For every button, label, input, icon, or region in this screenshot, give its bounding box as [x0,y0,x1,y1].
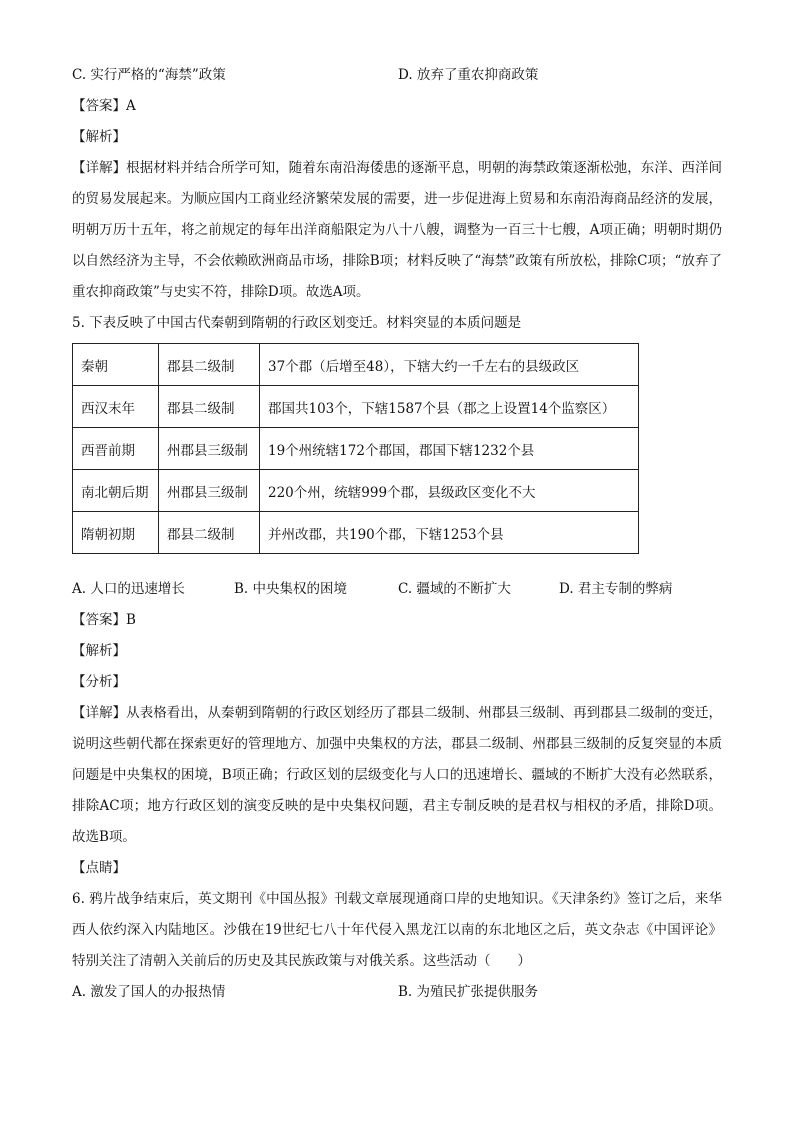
q5-table [72,343,639,554]
table-cell-dynasty: 秦朝 [73,344,159,386]
q4-detail: 【详解】根据材料并结合所学可知，随着东南沿海倭患的逐渐平息，明朝的海禁政策逐渐松弛，东洋、西洋间的贸易发展起来。为顺应国内工商业经济繁荣发展的需要，进一步促进海上贸易和东南沿海商品经济的发展，明朝万历十五年，将之前规定的每年出洋商船限定为八十八艘，调整为一百三十七艘，A项正确；明朝时期仍以自然经济为主导，不会依赖欧洲商品市场，排除B项；材料反映了“海禁”政策有所放松，排除C项；“放弃了重农抑商政策”与史实不符，排除D项。故选A项。 [72,160,722,300]
table-cell-dynasty: 南北朝后期 [73,470,159,512]
table-cell-detail: 37个郡（后增至48），下辖大约一千左右的县级政区 [260,344,639,386]
q5-option-c: C. 疆域的不断扩大 [398,581,511,597]
table-row [73,470,639,512]
table-row [73,428,639,470]
q4-answer: 【答案】A [72,98,136,114]
q4-analysis-label: 【解析】 [72,129,126,145]
q5-answer: 【答案】B [72,612,136,628]
q6-option-a: A. 激发了国人的办报热情 [72,984,226,1000]
table-cell-system: 郡县二级制 [159,512,260,554]
q6-option-b: B. 为殖民扩张提供服务 [398,984,539,1000]
table-cell-detail: 220个州，统辖999个郡，县级政区变化不大 [260,470,639,512]
q4-options-row [72,60,722,91]
table-cell-dynasty: 隋朝初期 [73,512,159,554]
table-cell-system: 郡县二级制 [159,386,260,428]
table-cell-system: 州郡县三级制 [159,470,260,512]
table-cell-dynasty: 西汉末年 [73,386,159,428]
q5-fenxi-label: 【分析】 [72,674,126,690]
table-row [73,344,639,386]
exam-page [72,60,722,1008]
q5-stem: 5. 下表反映了中国古代秦朝到隋朝的行政区划变迁。材料突显的本质问题是 [72,315,522,331]
table-cell-system: 郡县二级制 [159,344,260,386]
q5-options-row [72,574,722,605]
q4-option-d: D. 放弃了重农抑商政策 [398,67,539,83]
table-cell-detail: 郡国共103个，下辖1587个县（郡之上设置14个监察区） [260,386,639,428]
q5-detail: 【详解】从表格看出，从秦朝到隋朝的行政区划经历了郡县二级制、州郡县三级制、再到郡县二级制的变迁，说明这些朝代都在探索更好的管理地方、加强中央集权的方法，郡县二级制、州郡县三级制的反复突显的本质问题是中央集权的困境，B项正确；行政区划的层级变化与人口的迅速增长、疆域的不断扩大没有必然联系，排除AC项；地方行政区划的演变反映的是中央集权问题，君主专制反映的是君权与相权的矛盾，排除D项。故选B项。 [72,705,722,845]
q5-analysis-label: 【解析】 [72,643,126,659]
q5-option-b: B. 中央集权的困境 [234,581,348,597]
table-cell-dynasty: 西晋前期 [73,428,159,470]
q6-options-row [72,977,722,1008]
q5-option-a: A. 人口的迅速增长 [72,581,185,597]
table-row [73,512,639,554]
spacer [72,562,722,574]
q5-option-d: D. 君主专制的弊病 [559,581,673,597]
table-cell-detail: 并州改郡，共190个郡，下辖1253个县 [260,512,639,554]
table-row [73,386,639,428]
q6-stem: 6. 鸦片战争结束后，英文期刊《中国丛报》刊载文章展现通商口岸的史地知识。《天津条约》签订之后，来华西人依约深入内陆地区。沙俄在19世纪七八十年代侵入黑龙江以南的东北地区之后，英文杂志《中国评论》特别关注了清朝入关前后的历史及其民族政策与对俄关系。这些活动（ ） [72,891,722,969]
table-cell-system: 州郡县三级制 [159,428,260,470]
table-cell-detail: 19个州统辖172个郡国，郡国下辖1232个县 [260,428,639,470]
q5-dianjing-label: 【点睛】 [72,860,126,876]
q4-option-c: C. 实行严格的“海禁”政策 [72,67,226,83]
